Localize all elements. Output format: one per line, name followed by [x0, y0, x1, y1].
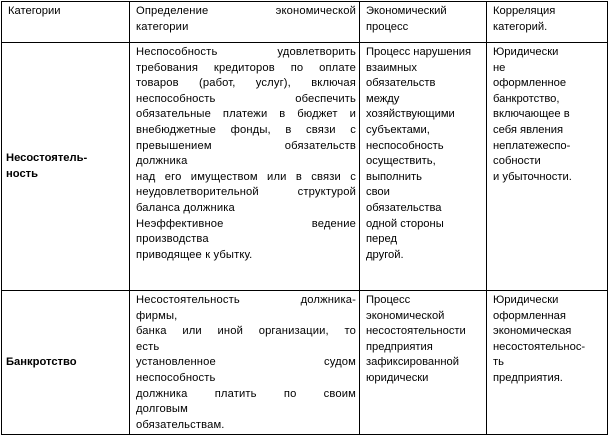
text-line: экономическая: [493, 325, 572, 338]
correlation-cell: [487, 43, 608, 291]
text-line: банкротство,: [493, 92, 560, 105]
category-name: [6, 355, 126, 371]
category-cell: [2, 43, 130, 291]
header-definition-line: категории: [136, 20, 189, 33]
text-line: другой.: [366, 248, 404, 261]
table-row: [2, 291, 608, 435]
text-line: неудовлетворительной структурой: [136, 186, 356, 199]
table-row: [2, 43, 608, 291]
text-line: свои: [366, 186, 390, 199]
text-line: предприятия.: [493, 371, 563, 384]
definition-text: [136, 293, 356, 433]
text-line: зафиксированной: [366, 356, 459, 369]
text-line: обязательства: [366, 201, 442, 214]
text-line: Процесс: [366, 294, 411, 306]
text-line: перед: [366, 233, 398, 246]
text-line: Процесс нарушения: [366, 46, 472, 58]
definition-cell: [130, 43, 360, 291]
text-line: несостоятельнос-: [493, 340, 586, 353]
text-line: установленное судом: [136, 356, 356, 369]
text-line: одной стороны: [366, 217, 444, 230]
text-line: долговым: [136, 403, 188, 416]
text-line: над его имуществом или в связи с: [136, 170, 356, 183]
text-line: неплатежеспо-: [493, 139, 571, 152]
text-line: выполнить: [366, 170, 422, 183]
header-categories-text: Категории: [8, 5, 61, 17]
text-line: включающее в: [493, 108, 570, 121]
text-line: обязательств: [366, 77, 436, 90]
category-cell: [2, 291, 130, 435]
text-line: Неэффективное ведение: [136, 217, 356, 230]
text-line: себя явления: [493, 123, 563, 136]
text-line: собности: [493, 155, 541, 168]
text-line: неспособность: [366, 139, 444, 152]
text-line: должника платить по своим: [136, 387, 356, 400]
text-line: субъектами,: [366, 123, 430, 136]
header-process-line: Экономический: [366, 5, 447, 17]
text-line: Несостоятельность должника-: [136, 294, 356, 306]
text-line: юридически: [366, 371, 429, 384]
header-definition: [130, 2, 360, 43]
category-name: [6, 151, 126, 182]
text-line: оформленная: [493, 309, 566, 322]
text-line: оформленное: [493, 77, 567, 90]
header-process-line: процесс: [366, 20, 409, 33]
text-line: Несостоятель-: [6, 152, 88, 165]
process-text: [366, 45, 483, 263]
process-text: [366, 293, 483, 387]
text-line: фирмы,: [136, 309, 178, 322]
header-definition-line: Определение экономической: [136, 5, 356, 17]
text-line: банка или иной организации, то: [136, 325, 356, 338]
text-line: неспособность обеспечить: [136, 92, 356, 105]
text-line: приводящее к убытку.: [136, 248, 253, 261]
text-line: превышением обязательств: [136, 139, 356, 152]
text-line: несостоятельности: [366, 325, 466, 338]
text-line: внебюджетные фонды, в связи с: [136, 123, 356, 136]
text-line: производства: [136, 233, 209, 246]
text-line: товаров (работ, услуг), включая: [136, 77, 356, 90]
text-line: между: [366, 92, 400, 105]
text-line: и убыточности.: [493, 170, 572, 183]
text-line: предприятия: [366, 340, 433, 353]
correlation-text: [493, 45, 604, 185]
table-header-row: [2, 2, 608, 43]
text-line: есть: [136, 340, 160, 353]
header-correlation-line: категорий.: [493, 20, 548, 33]
text-line: Банкротство: [6, 356, 77, 369]
text-line: хозяйствующими: [366, 108, 455, 121]
text-line: обязательствам.: [136, 418, 225, 431]
text-line: экономической: [366, 309, 445, 322]
text-line: обязательные платежи в бюджет и: [136, 108, 356, 121]
text-line: требования кредиторов по оплате: [136, 61, 356, 74]
definition-cell: [130, 291, 360, 435]
text-line: взаимных: [366, 61, 417, 74]
text-line: Юридически: [493, 294, 559, 306]
text-line: неспособность: [136, 371, 216, 384]
process-cell: [360, 291, 487, 435]
header-correlation: [487, 2, 608, 43]
economic-categories-table: [1, 1, 608, 435]
text-line: ть: [493, 356, 504, 369]
text-line: Неспособность удовлетворить: [136, 46, 356, 58]
header-categories: [2, 2, 130, 43]
header-process: [360, 2, 487, 43]
text-line: должника: [136, 155, 188, 168]
text-line: ность: [6, 168, 39, 180]
text-line: Юридически: [493, 46, 559, 58]
process-cell: [360, 43, 487, 291]
definition-text: [136, 45, 356, 263]
text-line: баланса должника: [136, 201, 235, 214]
text-line: осуществить,: [366, 155, 436, 168]
correlation-text: [493, 293, 604, 387]
correlation-cell: [487, 291, 608, 435]
header-correlation-line: Корреляция: [493, 5, 556, 17]
text-line: не: [493, 61, 506, 74]
